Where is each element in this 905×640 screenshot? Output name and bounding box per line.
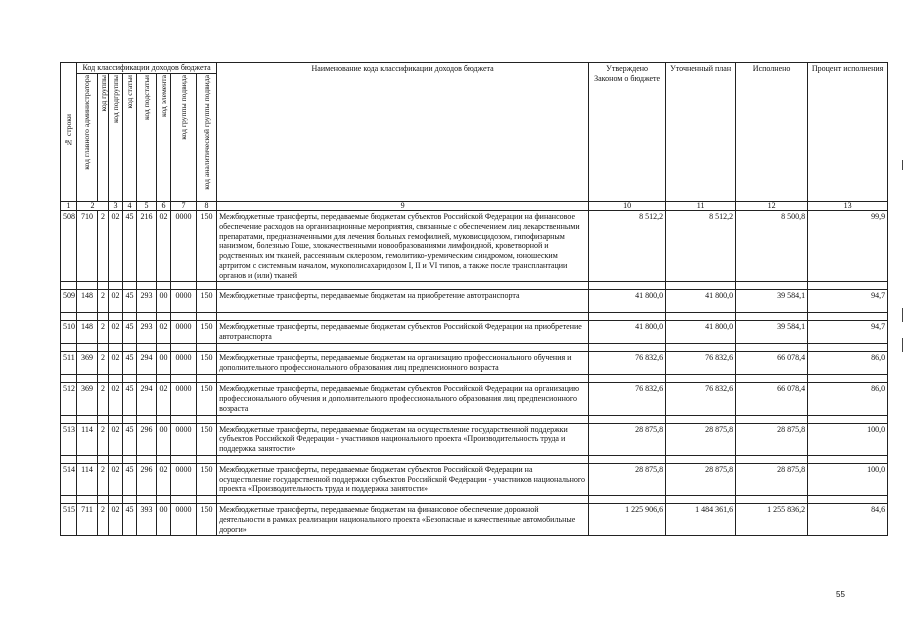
- row-number: 513: [61, 423, 77, 455]
- spacer-cell: [61, 375, 77, 383]
- spacer-cell: [736, 415, 808, 423]
- spacer-cell: [77, 313, 98, 321]
- code-substatement: 393: [137, 504, 157, 536]
- column-number: 11: [666, 202, 736, 211]
- column-number: 13: [808, 202, 888, 211]
- header-approved: Утверждено Законом о бюджете: [589, 63, 666, 202]
- percent-value: 94,7: [808, 321, 888, 344]
- executed-value: 39 584,1: [736, 321, 808, 344]
- table-row: [61, 423, 888, 455]
- code-group: 2: [98, 321, 109, 344]
- approved-value: 28 875,8: [589, 423, 666, 455]
- spacer-cell: [217, 313, 589, 321]
- spacer-cell: [61, 282, 77, 290]
- approved-value: 76 832,6: [589, 383, 666, 415]
- code-element: 02: [157, 383, 171, 415]
- code-subtype-group: 0000: [171, 290, 197, 313]
- table-row: [61, 383, 888, 415]
- code-substatement: 293: [137, 321, 157, 344]
- spacer-cell: [123, 313, 137, 321]
- spacer-cell: [736, 496, 808, 504]
- executed-value: 1 255 836,2: [736, 504, 808, 536]
- spacer-cell: [736, 282, 808, 290]
- code-analytic-group: 150: [197, 423, 217, 455]
- code-analytic-group: 150: [197, 290, 217, 313]
- spacer-cell: [157, 375, 171, 383]
- spacer-cell: [77, 282, 98, 290]
- percent-value: 100,0: [808, 423, 888, 455]
- code-group: 2: [98, 290, 109, 313]
- code-group: 2: [98, 463, 109, 495]
- spacer-cell: [666, 455, 736, 463]
- spacer-cell: [808, 415, 888, 423]
- code-article: 45: [123, 383, 137, 415]
- code-article: 45: [123, 211, 137, 282]
- code-article: 45: [123, 352, 137, 375]
- spacer-cell: [109, 313, 123, 321]
- spacer-cell: [157, 282, 171, 290]
- column-number: 3: [109, 202, 123, 211]
- header-code-element: код элемента: [157, 74, 171, 202]
- spacer-cell: [137, 282, 157, 290]
- spacer-cell: [157, 415, 171, 423]
- spacer-cell: [197, 415, 217, 423]
- spacer-cell: [589, 415, 666, 423]
- table-row: [61, 290, 888, 313]
- spacer-cell: [666, 415, 736, 423]
- column-number: 4: [123, 202, 137, 211]
- executed-value: 39 584,1: [736, 290, 808, 313]
- code-subtype-group: 0000: [171, 321, 197, 344]
- revenue-name: Межбюджетные трансферты, передаваемые бюджетам субъектов Российской Федерации на финансовое обеспечение расходов на организационные мероприятия, связанные с обеспечением лиц лекарственными препаратами, предназначенными для лечения больных гемофилией, муковисцидозом, гипофизарным нанизмом, болезнью Гоше, злокачественными новообразованиями лимфоидной, кроветворной и родственных им тканей, рассеянным склерозом, гемолитико-уремическим синдромом, юношеским артритом с системным началом, мукополисахаридозом I, II и VI типов, а также после трансплантации органов и (или) тканей: [217, 211, 589, 282]
- code-analytic-group: 150: [197, 383, 217, 415]
- page-number: 55: [836, 590, 845, 599]
- code-admin: 148: [77, 321, 98, 344]
- spacer-cell: [137, 313, 157, 321]
- spacer-cell: [109, 282, 123, 290]
- percent-value: 84,6: [808, 504, 888, 536]
- header-code-article: код статьи: [123, 74, 137, 202]
- code-element: 02: [157, 211, 171, 282]
- spacer-cell: [98, 313, 109, 321]
- code-admin: 369: [77, 383, 98, 415]
- spacer-cell: [98, 375, 109, 383]
- spacer-cell: [98, 455, 109, 463]
- code-article: 45: [123, 321, 137, 344]
- column-number: 10: [589, 202, 666, 211]
- refined-value: 76 832,6: [666, 352, 736, 375]
- code-admin: 710: [77, 211, 98, 282]
- table-row: [61, 352, 888, 375]
- spacer-cell: [197, 375, 217, 383]
- code-subgroup: 02: [109, 383, 123, 415]
- code-element: 00: [157, 423, 171, 455]
- code-analytic-group: 150: [197, 504, 217, 536]
- spacer-cell: [736, 313, 808, 321]
- executed-value: 66 078,4: [736, 352, 808, 375]
- row-number: 515: [61, 504, 77, 536]
- row-spacer: [61, 344, 888, 352]
- approved-value: 76 832,6: [589, 352, 666, 375]
- spacer-cell: [589, 455, 666, 463]
- spacer-cell: [157, 496, 171, 504]
- row-number: 511: [61, 352, 77, 375]
- spacer-cell: [171, 313, 197, 321]
- spacer-cell: [197, 455, 217, 463]
- percent-value: 86,0: [808, 383, 888, 415]
- header-executed: Исполнено: [736, 63, 808, 202]
- row-number: 514: [61, 463, 77, 495]
- approved-value: 8 512,2: [589, 211, 666, 282]
- spacer-cell: [589, 375, 666, 383]
- code-element: 00: [157, 504, 171, 536]
- table-row: [61, 321, 888, 344]
- spacer-cell: [61, 455, 77, 463]
- code-subgroup: 02: [109, 321, 123, 344]
- spacer-cell: [109, 415, 123, 423]
- spacer-cell: [109, 375, 123, 383]
- refined-value: 41 800,0: [666, 321, 736, 344]
- spacer-cell: [808, 313, 888, 321]
- refined-value: 28 875,8: [666, 463, 736, 495]
- spacer-cell: [98, 344, 109, 352]
- spacer-cell: [217, 496, 589, 504]
- spacer-cell: [197, 496, 217, 504]
- code-substatement: 294: [137, 352, 157, 375]
- revenue-name: Межбюджетные трансферты, передаваемые бюджетам на финансовое обеспечение дорожной деятельности в рамках реализации национального проекта «Безопасные и качественные автомобильные дороги»: [217, 504, 589, 536]
- header-name: Наименование кода классификации доходов бюджета: [217, 63, 589, 202]
- spacer-cell: [197, 282, 217, 290]
- spacer-cell: [217, 415, 589, 423]
- column-number: 1: [61, 202, 77, 211]
- header-code-subtype-group: код группы подвида: [171, 74, 197, 202]
- spacer-cell: [808, 344, 888, 352]
- header-code-group: Код классификации доходов бюджета: [77, 63, 217, 74]
- spacer-cell: [171, 496, 197, 504]
- column-number: 7: [171, 202, 197, 211]
- code-group: 2: [98, 352, 109, 375]
- spacer-cell: [736, 455, 808, 463]
- spacer-cell: [77, 415, 98, 423]
- refined-value: 8 512,2: [666, 211, 736, 282]
- spacer-cell: [736, 375, 808, 383]
- code-analytic-group: 150: [197, 321, 217, 344]
- row-spacer: [61, 375, 888, 383]
- code-subtype-group: 0000: [171, 352, 197, 375]
- table-row: [61, 211, 888, 282]
- approved-value: 1 225 906,6: [589, 504, 666, 536]
- code-substatement: 296: [137, 463, 157, 495]
- row-spacer: [61, 313, 888, 321]
- refined-value: 28 875,8: [666, 423, 736, 455]
- percent-value: 86,0: [808, 352, 888, 375]
- code-group: 2: [98, 211, 109, 282]
- header-code-subgroup: код подгруппы: [109, 74, 123, 202]
- revenue-name: Межбюджетные трансферты, передаваемые бюджетам субъектов Российской Федерации на осуществление государственной поддержки субъектов Российской Федерации - участников национального проекта «Производительность труда и поддержка занятости»: [217, 463, 589, 495]
- header-code-analytic-group: код аналитической группы подвида: [197, 74, 217, 202]
- budget-revenue-table: [60, 62, 888, 536]
- table-row: [61, 463, 888, 495]
- column-number: 6: [157, 202, 171, 211]
- spacer-cell: [157, 313, 171, 321]
- row-spacer: [61, 282, 888, 290]
- executed-value: 8 500,8: [736, 211, 808, 282]
- revenue-name: Межбюджетные трансферты, передаваемые бюджетам на приобретение автотранспорта: [217, 290, 589, 313]
- code-element: 00: [157, 290, 171, 313]
- spacer-cell: [61, 496, 77, 504]
- code-subtype-group: 0000: [171, 383, 197, 415]
- spacer-cell: [217, 282, 589, 290]
- refined-value: 1 484 361,6: [666, 504, 736, 536]
- header-code-group: код группы: [98, 74, 109, 202]
- spacer-cell: [589, 344, 666, 352]
- code-substatement: 294: [137, 383, 157, 415]
- spacer-cell: [77, 455, 98, 463]
- spacer-cell: [217, 375, 589, 383]
- spacer-cell: [77, 496, 98, 504]
- code-element: 02: [157, 463, 171, 495]
- percent-value: 99,9: [808, 211, 888, 282]
- executed-value: 28 875,8: [736, 423, 808, 455]
- margin-mark: [902, 308, 903, 322]
- code-article: 45: [123, 423, 137, 455]
- header-code-substatement: код подстатьи: [137, 74, 157, 202]
- spacer-cell: [61, 415, 77, 423]
- code-group: 2: [98, 383, 109, 415]
- spacer-cell: [666, 496, 736, 504]
- spacer-cell: [171, 455, 197, 463]
- code-subtype-group: 0000: [171, 423, 197, 455]
- spacer-cell: [589, 496, 666, 504]
- code-article: 45: [123, 290, 137, 313]
- spacer-cell: [808, 282, 888, 290]
- refined-value: 41 800,0: [666, 290, 736, 313]
- row-spacer: [61, 455, 888, 463]
- column-numbers-row: [61, 202, 888, 211]
- code-element: 02: [157, 321, 171, 344]
- code-analytic-group: 150: [197, 463, 217, 495]
- spacer-cell: [589, 313, 666, 321]
- header-row-number: № строки: [61, 63, 77, 202]
- code-admin: 148: [77, 290, 98, 313]
- spacer-cell: [217, 344, 589, 352]
- code-admin: 114: [77, 423, 98, 455]
- spacer-cell: [137, 415, 157, 423]
- spacer-cell: [197, 344, 217, 352]
- spacer-cell: [61, 313, 77, 321]
- spacer-cell: [808, 375, 888, 383]
- table-row: [61, 504, 888, 536]
- spacer-cell: [123, 375, 137, 383]
- header-refined-plan: Уточненный план: [666, 63, 736, 202]
- code-admin: 369: [77, 352, 98, 375]
- spacer-cell: [197, 313, 217, 321]
- code-substatement: 296: [137, 423, 157, 455]
- spacer-cell: [109, 344, 123, 352]
- spacer-cell: [98, 415, 109, 423]
- spacer-cell: [666, 282, 736, 290]
- code-subtype-group: 0000: [171, 504, 197, 536]
- code-subgroup: 02: [109, 352, 123, 375]
- code-group: 2: [98, 504, 109, 536]
- column-number: 2: [77, 202, 109, 211]
- code-subtype-group: 0000: [171, 463, 197, 495]
- margin-mark: [902, 338, 903, 352]
- executed-value: 66 078,4: [736, 383, 808, 415]
- spacer-cell: [123, 455, 137, 463]
- refined-value: 76 832,6: [666, 383, 736, 415]
- spacer-cell: [736, 344, 808, 352]
- approved-value: 41 800,0: [589, 321, 666, 344]
- spacer-cell: [109, 455, 123, 463]
- spacer-cell: [137, 455, 157, 463]
- header-percent: Процент исполнения: [808, 63, 888, 202]
- row-number: 510: [61, 321, 77, 344]
- revenue-name: Межбюджетные трансферты, передаваемые бюджетам субъектов Российской Федерации на организацию профессионального обучения и дополнительного профессионального образования лиц предпенсионного возраста: [217, 383, 589, 415]
- code-substatement: 293: [137, 290, 157, 313]
- spacer-cell: [98, 496, 109, 504]
- row-number: 512: [61, 383, 77, 415]
- spacer-cell: [123, 496, 137, 504]
- column-number: 12: [736, 202, 808, 211]
- spacer-cell: [666, 344, 736, 352]
- percent-value: 100,0: [808, 463, 888, 495]
- spacer-cell: [123, 344, 137, 352]
- code-article: 45: [123, 504, 137, 536]
- spacer-cell: [137, 375, 157, 383]
- code-substatement: 216: [137, 211, 157, 282]
- spacer-cell: [157, 455, 171, 463]
- spacer-cell: [77, 375, 98, 383]
- spacer-cell: [137, 496, 157, 504]
- code-subtype-group: 0000: [171, 211, 197, 282]
- spacer-cell: [123, 282, 137, 290]
- spacer-cell: [666, 313, 736, 321]
- code-subgroup: 02: [109, 211, 123, 282]
- code-admin: 711: [77, 504, 98, 536]
- revenue-name: Межбюджетные трансферты, передаваемые бюджетам на осуществление государственной поддержки субъектов Российской Федерации - участников национального проекта «Производительность труда и поддержка занятости»: [217, 423, 589, 455]
- spacer-cell: [123, 415, 137, 423]
- spacer-cell: [137, 344, 157, 352]
- code-group: 2: [98, 423, 109, 455]
- row-number: 509: [61, 290, 77, 313]
- spacer-cell: [808, 455, 888, 463]
- code-admin: 114: [77, 463, 98, 495]
- column-number: 8: [197, 202, 217, 211]
- row-number: 508: [61, 211, 77, 282]
- row-spacer: [61, 496, 888, 504]
- code-analytic-group: 150: [197, 352, 217, 375]
- column-number: 5: [137, 202, 157, 211]
- spacer-cell: [666, 375, 736, 383]
- code-subgroup: 02: [109, 504, 123, 536]
- spacer-cell: [171, 282, 197, 290]
- revenue-name: Межбюджетные трансферты, передаваемые бюджетам на организацию профессионального обучения и дополнительного профессионального образования лиц предпенсионного возраста: [217, 352, 589, 375]
- header-code-admin: код главного администратора: [77, 74, 98, 202]
- spacer-cell: [171, 344, 197, 352]
- code-subgroup: 02: [109, 290, 123, 313]
- spacer-cell: [77, 344, 98, 352]
- code-article: 45: [123, 463, 137, 495]
- revenue-name: Межбюджетные трансферты, передаваемые бюджетам субъектов Российской Федерации на приобретение автотранспорта: [217, 321, 589, 344]
- row-spacer: [61, 415, 888, 423]
- spacer-cell: [109, 496, 123, 504]
- code-subgroup: 02: [109, 463, 123, 495]
- code-subgroup: 02: [109, 423, 123, 455]
- approved-value: 28 875,8: [589, 463, 666, 495]
- percent-value: 94,7: [808, 290, 888, 313]
- approved-value: 41 800,0: [589, 290, 666, 313]
- spacer-cell: [171, 375, 197, 383]
- spacer-cell: [589, 282, 666, 290]
- spacer-cell: [61, 344, 77, 352]
- spacer-cell: [217, 455, 589, 463]
- spacer-cell: [157, 344, 171, 352]
- margin-mark: [902, 160, 903, 170]
- spacer-cell: [171, 415, 197, 423]
- code-element: 00: [157, 352, 171, 375]
- code-analytic-group: 150: [197, 211, 217, 282]
- spacer-cell: [98, 282, 109, 290]
- spacer-cell: [808, 496, 888, 504]
- executed-value: 28 875,8: [736, 463, 808, 495]
- column-number: 9: [217, 202, 589, 211]
